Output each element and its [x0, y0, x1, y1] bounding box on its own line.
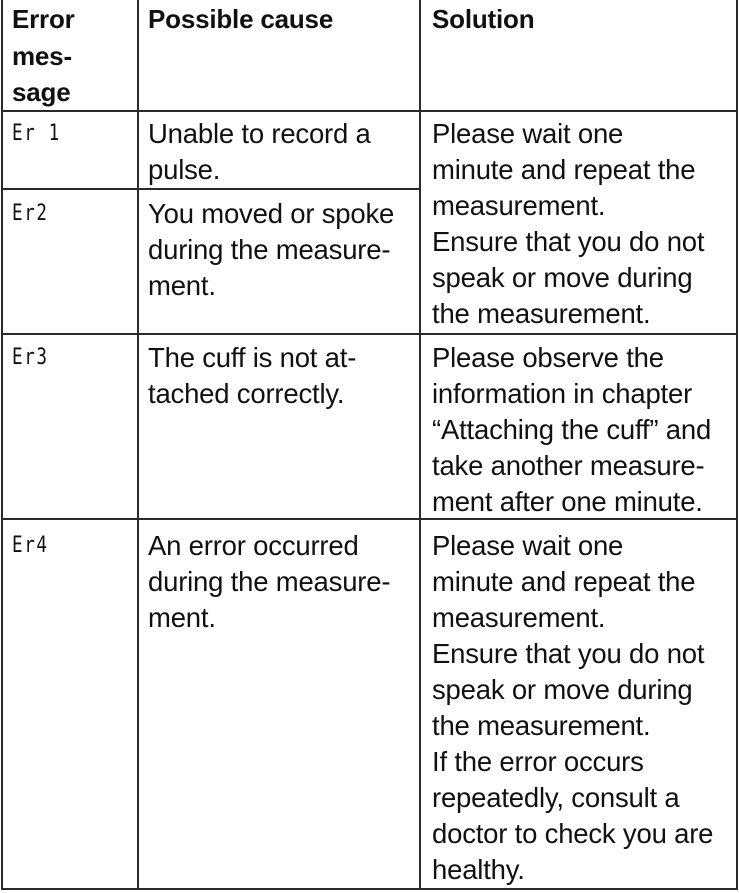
cause-er3: The cuff is not at- tached correctly. [148, 342, 357, 409]
solution-er1-er2: Please wait one minute and repeat the measurement. Ensure that you do not speak or move during the measurement. [432, 118, 705, 329]
cause-er4: An error occurred during the measure- ment. [148, 530, 391, 633]
error-table [1, 0, 738, 890]
solution-er3: Please observe the information in chapter “Attaching the cuff” and take another measure- ment after one minute. [432, 342, 712, 517]
cause-er2: You moved or spoke during the measure- ment. [148, 198, 395, 301]
header-solution: Solution [432, 4, 535, 34]
column-divider-1 [137, 0, 139, 888]
error-code-er2: Er2 [12, 201, 49, 226]
row-divider-er1-er2 [3, 188, 419, 190]
row-divider-er2-er3 [3, 333, 736, 335]
header-possible-cause: Possible cause [148, 4, 334, 34]
column-divider-2 [419, 0, 421, 888]
header-error-message: Error mes- sage [12, 4, 75, 107]
error-code-er4: Er4 [12, 533, 49, 558]
error-code-er3: Er3 [12, 345, 49, 370]
cause-er1: Unable to record a pulse. [148, 118, 371, 185]
error-code-er1: Er 1 [12, 121, 61, 146]
solution-er4: Please wait one minute and repeat the measurement. Ensure that you do not speak or move during the measurement. If the error occurs repeatedly, consult a doctor to check you are healthy. [432, 530, 714, 885]
